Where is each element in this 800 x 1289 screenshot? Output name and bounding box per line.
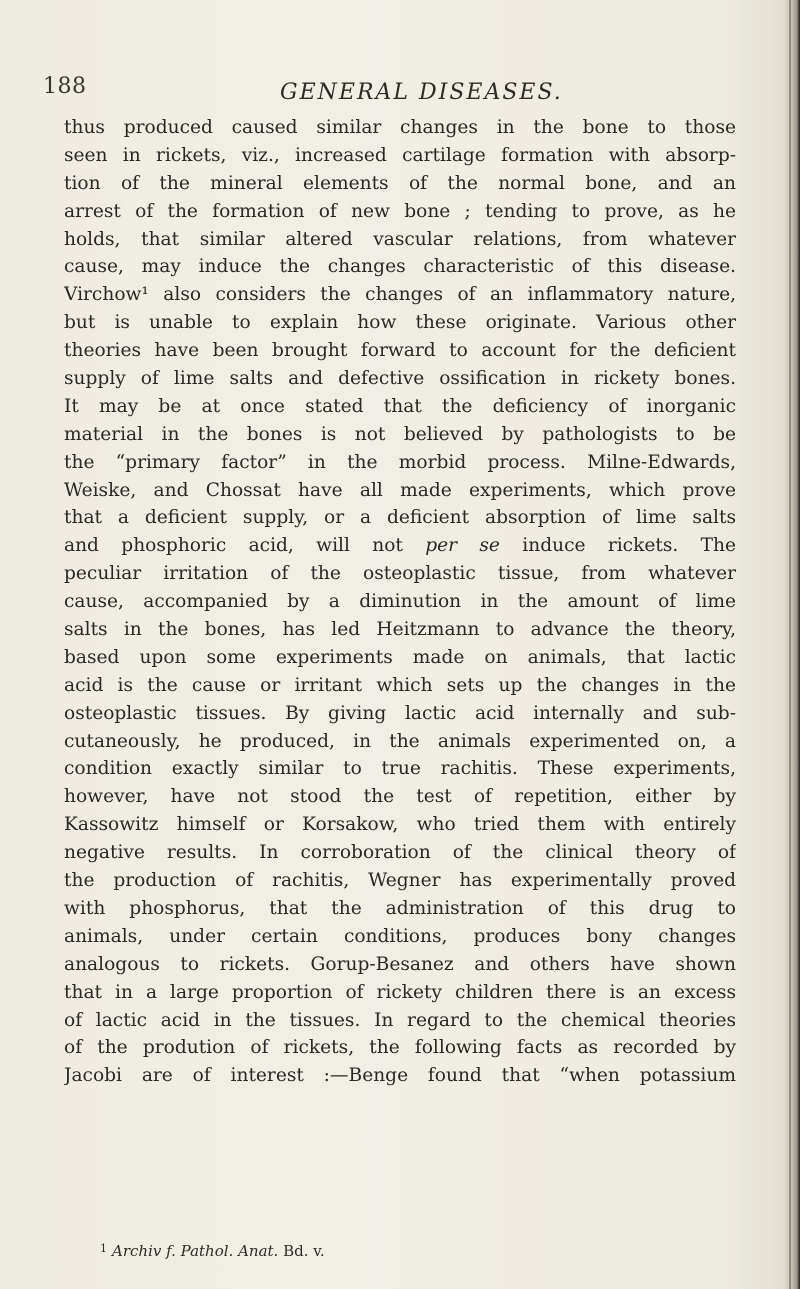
- text-line: holds, that similar altered vascular relations, from whatever: [64, 228, 736, 250]
- text-line: cause, may induce the changes characteristic of this disease.: [64, 256, 736, 278]
- text-line: animals, under certain conditions, produces bony changes: [64, 925, 736, 947]
- text-line: It may be at once stated that the deficiency of inorganic: [64, 395, 736, 417]
- text-line: with phosphorus, that the administration of this drug to: [64, 897, 736, 919]
- text-line: the production of rachitis, Wegner has experimentally proved: [64, 870, 736, 892]
- text-line: thus produced caused similar changes in the bone to those: [64, 117, 736, 138]
- page-edge-line: [789, 0, 791, 1289]
- text-line: arrest of the formation of new bone ; tending to prove, as he: [64, 200, 736, 222]
- body-text: [64, 114, 736, 1090]
- footnote-citation-title: Archiv f. Pathol. Anat.: [112, 1242, 279, 1260]
- page-edge-shadow: [784, 0, 800, 1289]
- text-line: acid is the cause or irritant which sets up the changes in the: [64, 674, 736, 696]
- text-line: and phosphoric acid, will not per se induce rickets. The: [64, 535, 736, 557]
- text-line: Jacobi are of interest :—Benge found that “when potassium: [64, 1065, 736, 1087]
- text-line: seen in rickets, viz., increased cartilage formation with absorp-: [64, 144, 736, 166]
- text-line: however, have not stood the test of repetition, either by: [64, 786, 736, 808]
- text-line: of lactic acid in the tissues. In regard to the chemical theories: [64, 1009, 736, 1031]
- text-line: Kassowitz himself or Korsakow, who tried them with entirely: [64, 814, 736, 836]
- running-title: GENERAL DISEASES.: [280, 80, 563, 105]
- text-line: peculiar irritation of the osteoplastic tissue, from whatever: [64, 563, 736, 585]
- text-line: of the prodution of rickets, the following facts as recorded by: [64, 1037, 736, 1059]
- text-line: salts in the bones, has led Heitzmann to advance the theory,: [64, 619, 736, 641]
- text-line: theories have been brought forward to account for the deficient: [64, 340, 736, 362]
- page-number: 188: [43, 74, 87, 99]
- text-line: but is unable to explain how these originate. Various other: [64, 312, 736, 334]
- text-line: that a deficient supply, or a deficient absorption of lime salts: [64, 507, 736, 529]
- text-line: based upon some experiments made on animals, that lactic: [64, 646, 736, 668]
- text-line: cause, accompanied by a diminution in the amount of lime: [64, 591, 736, 613]
- footnote-citation-volume: Bd. v.: [278, 1242, 325, 1260]
- text-line: material in the bones is not believed by pathologists to be: [64, 423, 736, 445]
- footnote: [100, 1242, 325, 1260]
- text-line: cutaneously, he produced, in the animals experimented on, a: [64, 730, 736, 752]
- text-line: tion of the mineral elements of the normal bone, and an: [64, 172, 736, 194]
- text-line: condition exactly similar to true rachitis. These experiments,: [64, 758, 736, 780]
- footnote-marker: 1: [100, 1242, 107, 1255]
- text-line: that in a large proportion of rickety children there is an excess: [64, 981, 736, 1003]
- text-line: supply of lime salts and defective ossification in rickety bones.: [64, 368, 736, 390]
- text-line: negative results. In corroboration of the clinical theory of: [64, 842, 736, 864]
- text-line: Virchow¹ also considers the changes of an inflammatory nature,: [64, 284, 736, 306]
- text-line: the “primary factor” in the morbid process. Milne-Edwards,: [64, 451, 736, 473]
- text-line: osteoplastic tissues. By giving lactic acid internally and sub-: [64, 702, 736, 724]
- text-line: analogous to rickets. Gorup-Besanez and others have shown: [64, 953, 736, 975]
- text-line: Weiske, and Chossat have all made experiments, which prove: [64, 479, 736, 501]
